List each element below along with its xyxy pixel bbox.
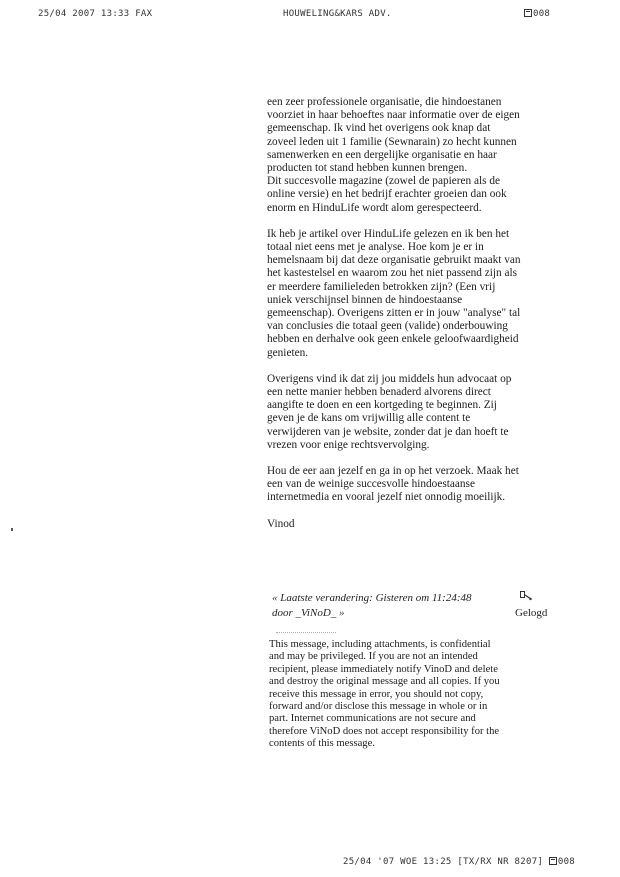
- disclaimer-line: contents of this message.: [269, 738, 375, 750]
- fax-datetime: 25/04 2007 13:33 FAX: [38, 9, 153, 19]
- fax-page-number-text: 008: [533, 9, 551, 19]
- disclaimer-line: This message, including attachments, is confidential: [269, 639, 491, 650]
- text-line: samenwerken en een dergelijke organisatie en haar: [267, 148, 497, 161]
- disclaimer-line: part. Internet communications are not secure and: [269, 713, 476, 725]
- text-line: voorziet in haar behoeftes naar informatie over de eigen: [267, 109, 520, 122]
- text-line: aangifte te doen en een kortgeding te beginnen. Zij: [267, 399, 497, 412]
- edit-note: [272, 591, 548, 623]
- disclaimer-line: therefore ViNoD does not accept responsibility for the: [269, 725, 500, 737]
- text-line: van conclusies die totaal geen (valide) onderbouwing: [267, 320, 508, 333]
- text-line: hebben en derhalve ook geen enkele geloofwaardigheid: [267, 333, 519, 346]
- text-line: er meerdere familieleden betrokken zijn? (Een vrij: [267, 280, 496, 293]
- fax-footer-page-number: 008: [557, 857, 576, 867]
- fax-header: [0, 9, 620, 23]
- signature: [267, 518, 539, 531]
- text-line: Dit succesvolle magazine (zowel de papieren als de: [267, 175, 501, 188]
- fax-page-number: [524, 9, 550, 19]
- text-line: verwijderen van je website, zonder dat je dan hoeft te: [267, 425, 509, 438]
- text-line: genieten.: [267, 346, 309, 359]
- disclaimer-line: recipient, please immediately notify VinoD and delete: [269, 663, 498, 675]
- paragraph-3: [267, 373, 539, 452]
- disclaimer-line: and destroy the original message and all copies. If you: [269, 676, 500, 688]
- text-line: enorm en HinduLife wordt alom gerespecteerd.: [267, 201, 482, 214]
- disclaimer-line: and may be privileged. If you are not an intended: [269, 651, 478, 663]
- text-line: vrezen voor enige rechtsvervolging.: [267, 438, 430, 451]
- disclaimer: [269, 639, 539, 751]
- fax-page-icon: [524, 9, 532, 17]
- signature-name: Vinod: [267, 517, 295, 530]
- disclaimer-line: forward and/or disclose this message in whole or in: [269, 701, 488, 713]
- text-line: hemelsnaam bij dat deze organisatie gebruikt maakt van: [267, 254, 521, 267]
- text-line: geven je de kans om vrijwillig alle content te: [267, 412, 471, 425]
- fax-page-icon: [549, 857, 557, 865]
- text-line: Hou de eer aan jezelf en ga in op het verzoek. Maak het: [267, 465, 519, 478]
- text-line: Overigens vind ik dat zij jou middels hun advocaat op: [267, 372, 512, 385]
- paragraph-4: [267, 465, 539, 505]
- text-line: gemeenschap. Ik vind het overigens ook knap dat: [267, 122, 491, 135]
- text-line: Ik heb je artikel over HinduLife gelezen en ik ben het: [267, 227, 510, 240]
- text-line: online versie) en het bedrijf erachter groeien dan ook: [267, 188, 507, 201]
- paragraph-1: [267, 96, 539, 215]
- text-line: internetmedia en vooral jezelf niet onnodig moeilijk.: [267, 491, 506, 504]
- text-line: het kastestelsel en waarom zou het niet passend zijn als: [267, 267, 518, 280]
- scan-speck: [11, 528, 13, 531]
- message-body: [267, 96, 539, 544]
- text-line: gemeenschap). Overigens zitten er in jouw "analyse" tal: [267, 307, 521, 320]
- disclaimer-line: receive this message in error, you should not copy,: [269, 688, 484, 700]
- edit-note-line: door _ViNoD_ »: [272, 607, 345, 619]
- text-line: producten tot stand hebben kunnen brengen.: [267, 162, 468, 175]
- paragraph-2: [267, 228, 539, 360]
- fax-sender: HOUWELING&KARS ADV.: [283, 9, 392, 19]
- fax-transmission-info: 25/04 '07 WOE 13:25 [TX/RX NR 8207]: [343, 857, 544, 867]
- text-line: totaal niet eens met je analyse. Hoe kom je er in: [267, 241, 484, 254]
- text-line: zoveel leden uit 1 familie (Sewnarain) zo hecht kunnen: [267, 135, 517, 148]
- logged-ip-icon: [520, 591, 532, 601]
- fax-footer: [343, 857, 575, 867]
- text-line: een zeer professionele organisatie, die hindoestanen: [267, 96, 502, 108]
- logged-label: Gelogd: [515, 607, 548, 619]
- edit-note-line: « Laatste verandering: Gisteren om 11:24:48: [272, 592, 472, 604]
- divider: [276, 632, 336, 633]
- text-line: een nette manier hebben benaderd alvorens direct: [267, 386, 491, 399]
- text-line: een van de weinige succesvolle hindoestaanse: [267, 478, 475, 491]
- text-line: uniek verschijnsel binnen de hindoestaanse: [267, 293, 463, 306]
